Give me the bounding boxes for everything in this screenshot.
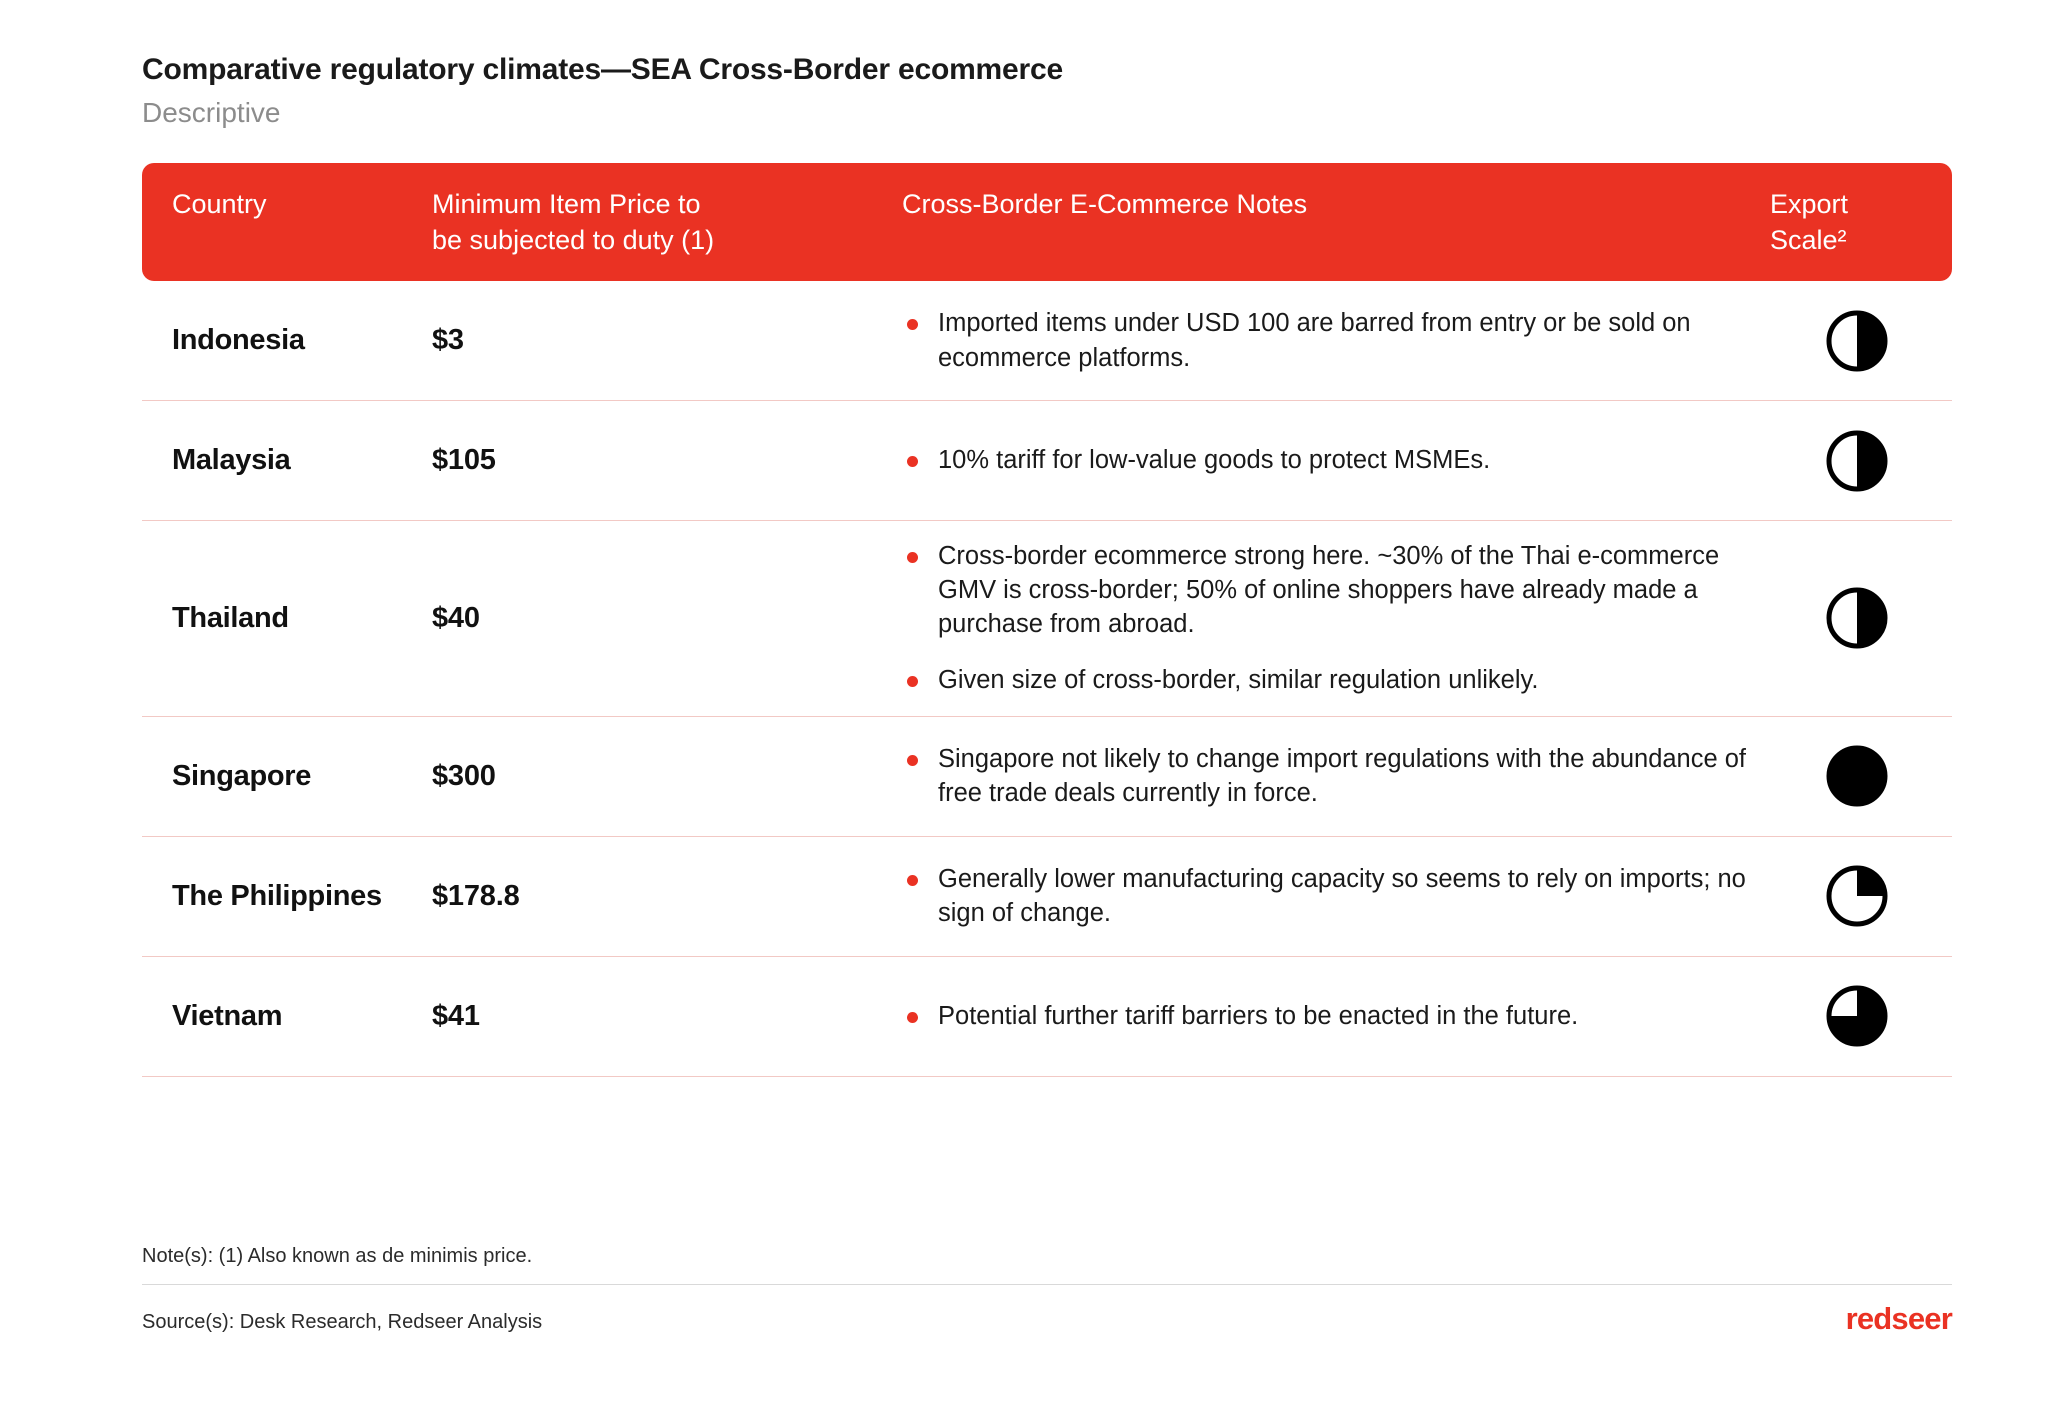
note-bullet: Cross-border ecommerce strong here. ~30% of the Thai e-commerce GMV is cross-border; 50% of online shoppers have already made a purchase from abroad. — [902, 539, 1752, 641]
note-bullet: Potential further tariff barriers to be enacted in the future. — [902, 999, 1752, 1033]
footer — [142, 1245, 1952, 1334]
cell-export-scale — [1762, 428, 1952, 494]
column-header-scale-line1: Export — [1770, 189, 1849, 219]
cell-export-scale — [1762, 585, 1952, 651]
column-header-price-line2: be subjected to duty (1) — [432, 224, 715, 255]
table-row — [142, 521, 1952, 717]
table-row — [142, 957, 1952, 1077]
cell-minimum-price: $40 — [432, 601, 480, 634]
export-scale-dial-half-filled — [1824, 308, 1890, 374]
cell-notes — [902, 862, 1762, 930]
footnote-notes: Note(s): (1) Also known as de minimis price. — [142, 1245, 1952, 1285]
cell-notes — [902, 539, 1762, 698]
cell-minimum-price: $41 — [432, 999, 480, 1032]
cell-notes — [902, 443, 1762, 477]
title-block — [142, 52, 1063, 130]
export-scale-dial-quarter-filled — [1824, 863, 1890, 929]
cell-export-scale — [1762, 863, 1952, 929]
note-bullet: 10% tariff for low-value goods to protect MSMEs. — [902, 443, 1752, 477]
comparison-table — [142, 163, 1952, 1077]
cell-export-scale — [1762, 308, 1952, 374]
table-row — [142, 837, 1952, 957]
column-header-country: Country — [172, 189, 267, 219]
column-header-cross-border-notes: Cross-Border E-Commerce Notes — [902, 189, 1308, 219]
column-header-scale-line2: Scale² — [1770, 224, 1847, 255]
table-body — [142, 281, 1952, 1077]
column-header-minimum-item-price — [432, 187, 902, 258]
note-bullet-list — [902, 443, 1752, 477]
note-bullet-list — [902, 742, 1752, 810]
export-scale-dial-half-filled — [1824, 585, 1890, 651]
note-bullet-list — [902, 306, 1752, 374]
note-bullet: Singapore not likely to change import regulations with the abundance of free trade deals currently in force. — [902, 742, 1752, 810]
cell-export-scale — [1762, 983, 1952, 1049]
table-row — [142, 717, 1952, 837]
export-scale-dial-half-filled — [1824, 428, 1890, 494]
cell-notes — [902, 742, 1762, 810]
cell-minimum-price: $300 — [432, 759, 496, 792]
table-row — [142, 401, 1952, 521]
note-bullet: Imported items under USD 100 are barred from entry or be sold on ecommerce platforms. — [902, 306, 1752, 374]
cell-notes — [902, 306, 1762, 374]
footnote-source: Source(s): Desk Research, Redseer Analysis — [142, 1311, 543, 1333]
cell-country: Singapore — [172, 759, 312, 792]
source-row — [142, 1285, 1952, 1334]
note-bullet-list — [902, 539, 1752, 698]
note-bullet: Given size of cross-border, similar regulation unlikely. — [902, 663, 1752, 697]
table-header-row — [142, 163, 1952, 281]
export-scale-dial-fully-filled — [1824, 743, 1890, 809]
column-header-export-scale — [1762, 187, 1952, 258]
cell-minimum-price: $3 — [432, 324, 464, 356]
note-bullet-list — [902, 862, 1752, 930]
cell-minimum-price: $105 — [432, 444, 496, 476]
page-title: Comparative regulatory climates—SEA Cross-Border ecommerce — [142, 53, 1063, 86]
cell-notes — [902, 999, 1762, 1033]
note-bullet: Generally lower manufacturing capacity so seems to rely on imports; no sign of change. — [902, 862, 1752, 930]
page-subtitle: Descriptive — [142, 97, 281, 128]
column-header-price-line1: Minimum Item Price to — [432, 189, 701, 219]
table-row — [142, 281, 1952, 401]
cell-country: Indonesia — [172, 324, 305, 356]
cell-country: Malaysia — [172, 444, 291, 476]
cell-export-scale — [1762, 743, 1952, 809]
redseer-logo: redseer — [1845, 1301, 1952, 1336]
export-scale-dial-three-quarter-filled — [1824, 983, 1890, 1049]
cell-country: Vietnam — [172, 999, 283, 1032]
note-bullet-list — [902, 999, 1752, 1033]
cell-minimum-price: $178.8 — [432, 879, 520, 912]
cell-country: Thailand — [172, 601, 289, 634]
cell-country: The Philippines — [172, 879, 382, 912]
